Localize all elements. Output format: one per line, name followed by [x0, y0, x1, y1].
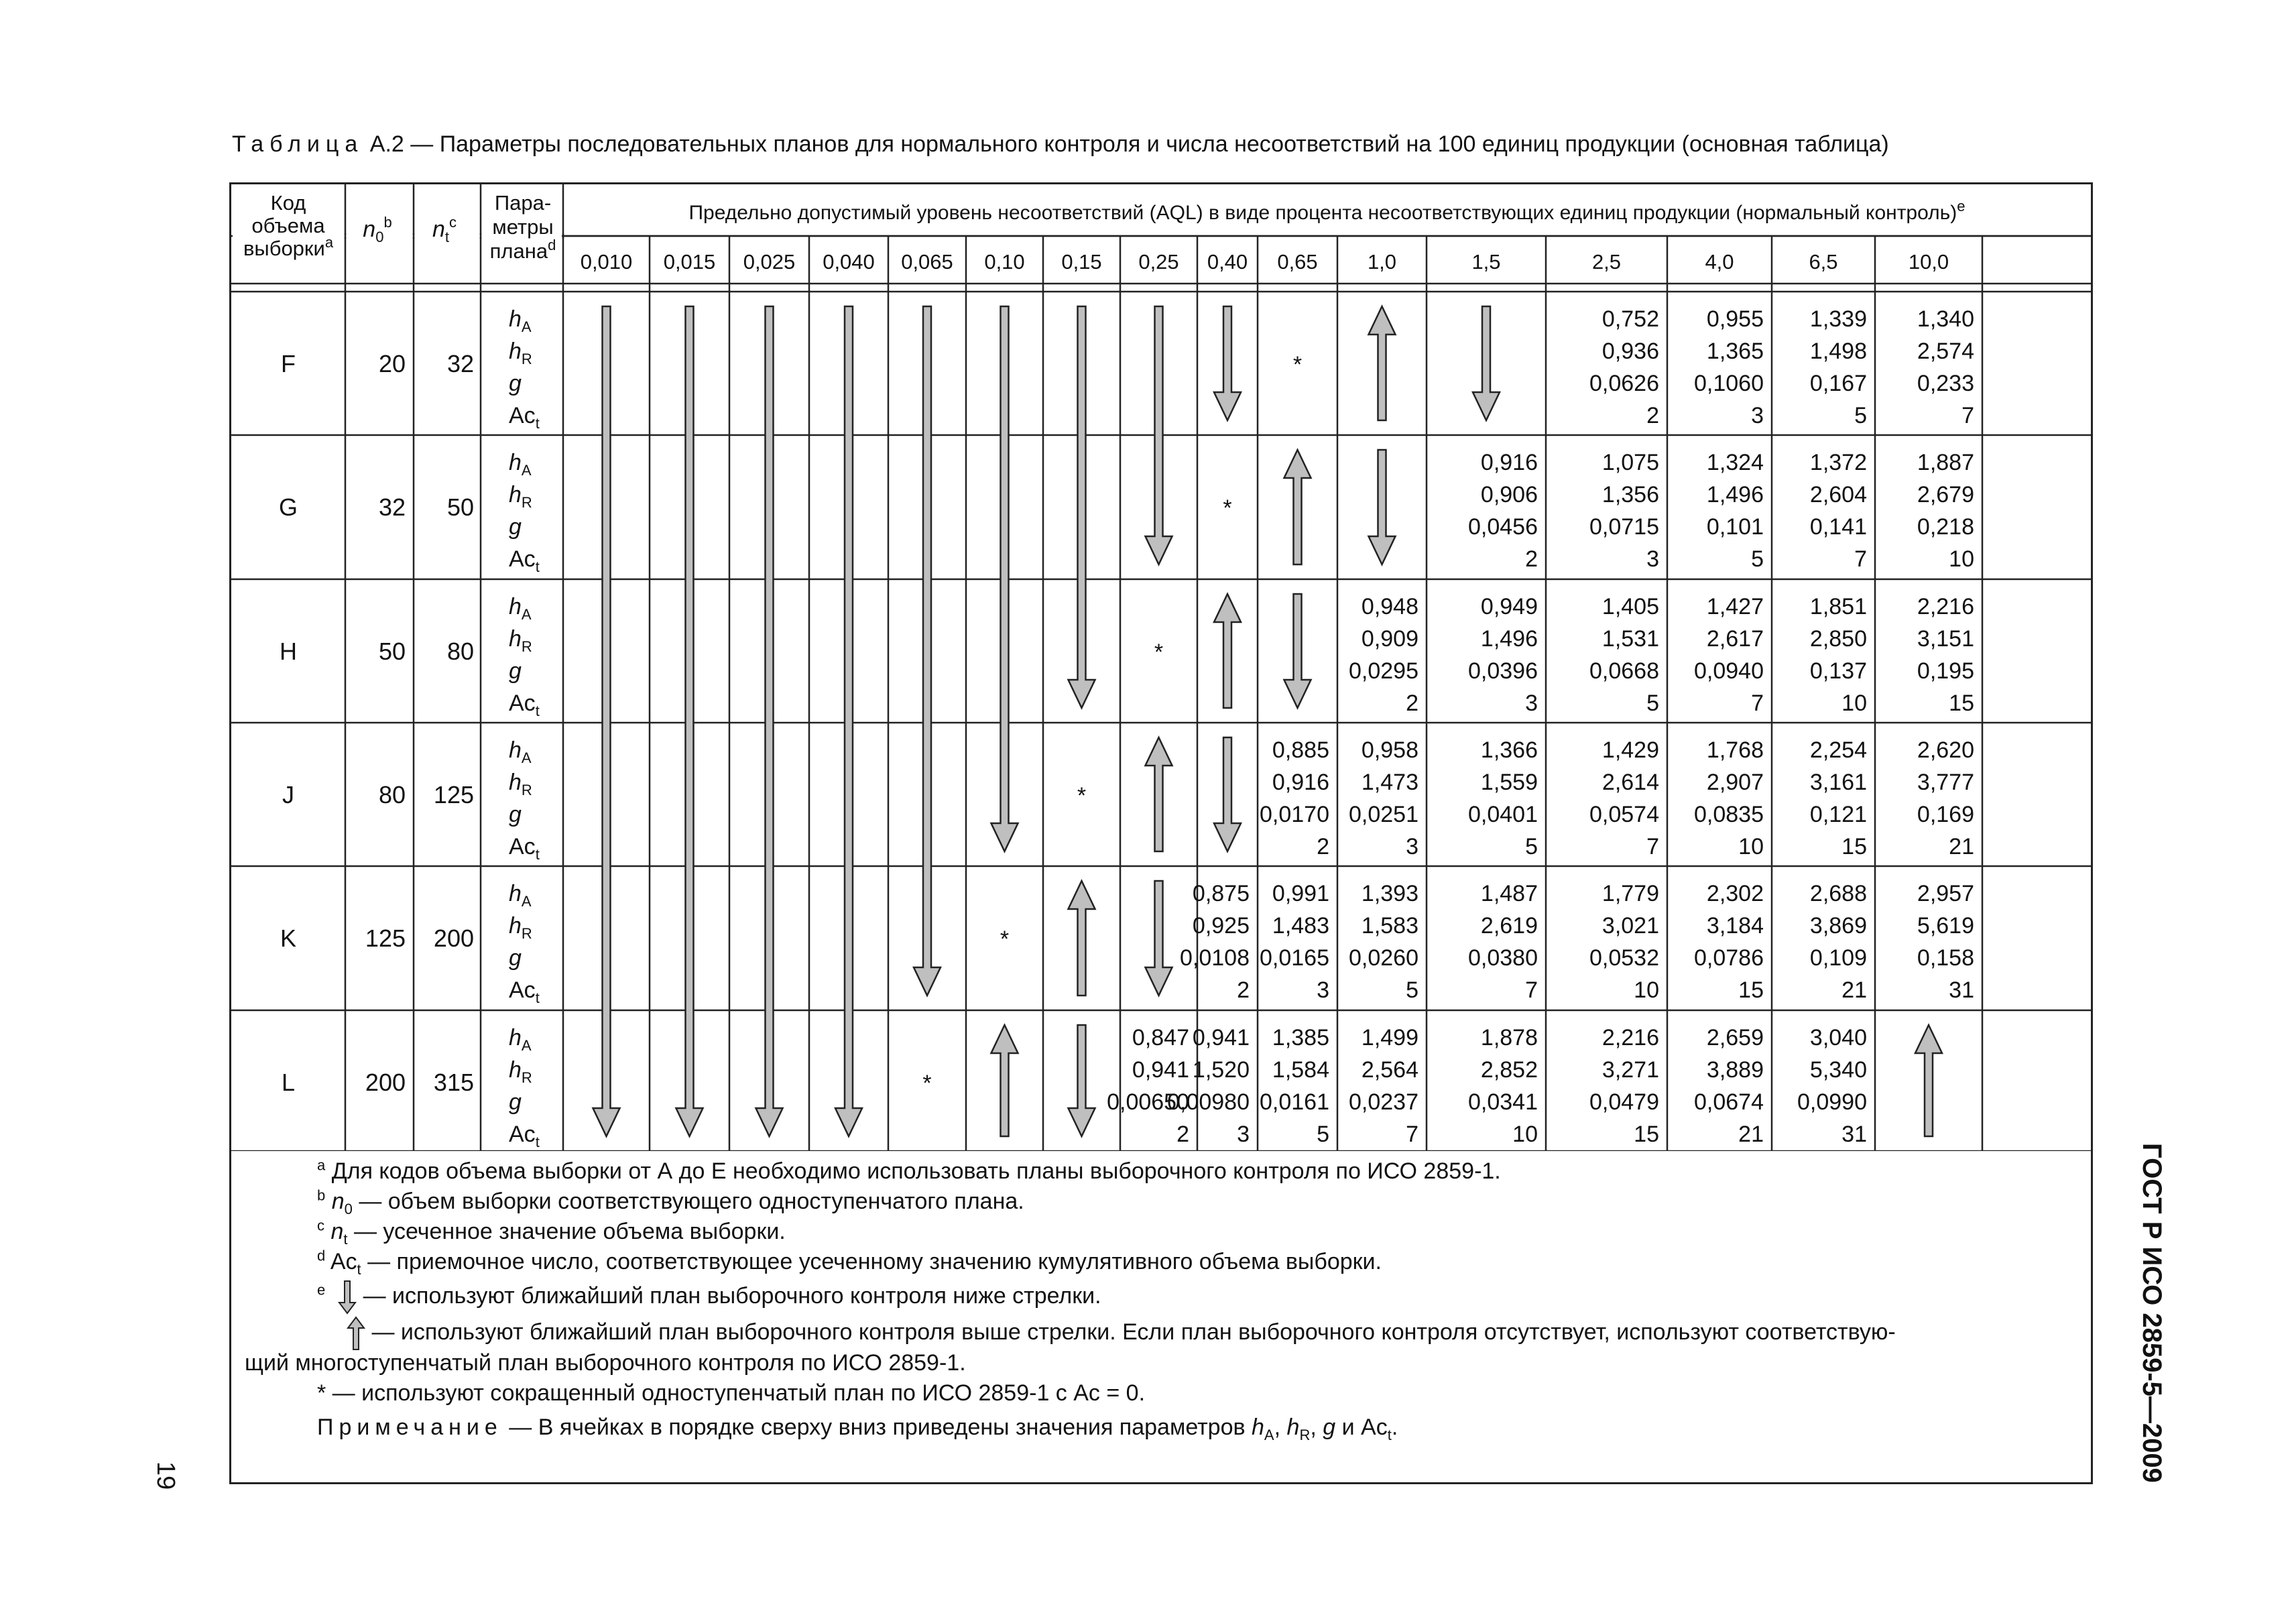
param-value: 0,941 [1132, 1057, 1189, 1083]
param-value: 1,520 [1192, 1057, 1250, 1083]
param-value: 2,907 [1706, 770, 1764, 795]
param-value: 3 [1751, 403, 1764, 428]
param-label: g [509, 802, 522, 827]
param-value: 1,584 [1272, 1057, 1329, 1083]
arrow-shape [1069, 306, 1095, 708]
param-value: 0,0786 [1694, 945, 1764, 971]
param-label: $h_R$ [509, 482, 532, 511]
param-value: 1,878 [1480, 1025, 1538, 1050]
param-value: 0,195 [1917, 658, 1974, 684]
param-value: 2 [1525, 546, 1538, 572]
param-value: 0,0161 [1260, 1089, 1329, 1115]
param-value: 1,075 [1602, 450, 1659, 475]
param-value: 0,0295 [1349, 658, 1418, 684]
param-value: 0,0990 [1797, 1089, 1867, 1115]
param-value: 3,869 [1809, 913, 1867, 939]
footnote-e-down: $^e$ — используют ближайший план выборочного контроля ниже стрелки. [317, 1280, 1101, 1315]
sample-size-code: F [281, 350, 296, 377]
param-value: 10 [1512, 1122, 1538, 1147]
aql-value-header: 0,010 [580, 250, 633, 274]
nt-value: 125 [433, 781, 474, 808]
param-value: 21 [1841, 977, 1867, 1003]
param-value: 1,496 [1480, 626, 1538, 652]
arrow-up-icon [347, 1316, 365, 1351]
param-value: 2,688 [1809, 881, 1867, 906]
param-value: 1,779 [1602, 881, 1659, 906]
param-value: 0,885 [1272, 737, 1329, 763]
param-value: 0,906 [1480, 482, 1538, 507]
arrow-down-icon [1069, 306, 1095, 708]
header-params-line: метры [492, 215, 554, 239]
param-value: 5 [1406, 977, 1418, 1003]
arrow-shape [1369, 306, 1396, 420]
caption-prefix: Таблица [232, 131, 364, 157]
arrow-down-icon [1069, 1025, 1095, 1136]
footnote-b: $^b$ $n_0$ — объем выборки соответствующего одноступенчатого плана. [317, 1187, 1024, 1217]
param-value: 0,0715 [1589, 514, 1659, 540]
arrow-down-icon [1284, 594, 1311, 708]
param-value: 1,487 [1480, 881, 1538, 906]
param-value: 1,887 [1917, 450, 1974, 475]
aql-value-header: 1,0 [1367, 250, 1397, 274]
arrow-shape [1146, 881, 1172, 996]
footnote-c: $^c$ $n_t$ — усеченное значение объема выборки. [317, 1217, 786, 1248]
star-marker: * [1077, 783, 1087, 808]
param-value: 0,00980 [1167, 1089, 1250, 1115]
nt-value: 32 [446, 350, 474, 377]
param-value: 5 [1751, 546, 1764, 572]
sample-size-code: J [282, 781, 294, 808]
param-label: $h_A$ [509, 1025, 532, 1054]
param-value: 1,768 [1706, 737, 1764, 763]
param-value: 2 [1406, 690, 1418, 716]
header-nt: $n_t^c$ [432, 214, 457, 245]
param-value: 15 [1841, 834, 1867, 859]
arrow-shape [991, 1025, 1018, 1136]
param-value: 1,429 [1602, 737, 1659, 763]
arrow-shape [1473, 306, 1500, 420]
arrow-shape [593, 306, 620, 1136]
arrow-down-icon [756, 306, 783, 1136]
parameters-table [229, 182, 2093, 1484]
arrow-down-icon [593, 306, 620, 1136]
arrow-shape [1146, 737, 1172, 851]
param-value: 1,366 [1480, 737, 1538, 763]
arrow-shape [1214, 306, 1241, 420]
arrow-up-icon [1284, 450, 1311, 564]
arrow-down-icon [1369, 450, 1396, 564]
arrow-down-icon [914, 306, 941, 996]
param-value: 7 [1646, 834, 1659, 859]
arrow-down-icon [1214, 306, 1241, 420]
param-value: 0,141 [1809, 514, 1867, 540]
table-caption [232, 131, 1889, 158]
header-code-line: объема [251, 214, 325, 237]
param-value: 0,0456 [1468, 514, 1538, 540]
param-value: 3,271 [1602, 1057, 1659, 1083]
footnote-d: $^d$ $Ac_t$ — приемочное число, соответствующее усеченному значению кумулятивного объема выборки. [317, 1247, 1382, 1278]
aql-value-header: 4,0 [1705, 250, 1734, 274]
param-value: 2,302 [1706, 881, 1764, 906]
param-label: $h_A$ [509, 881, 532, 910]
param-value: 0,0260 [1349, 945, 1418, 971]
param-value: 2 [1646, 403, 1659, 428]
param-value: 5 [1854, 403, 1867, 428]
param-label: $h_R$ [509, 770, 532, 798]
param-value: 0,121 [1809, 802, 1867, 827]
arrow-up-icon [991, 1025, 1018, 1136]
arrow-shape [1069, 881, 1095, 996]
table-grid [231, 184, 2091, 1151]
arrow-shape [1284, 450, 1311, 564]
param-value: 0,875 [1192, 881, 1250, 906]
param-value: 0,00650 [1107, 1089, 1189, 1115]
param-label: g [509, 514, 522, 540]
footnote-e-up: — используют ближайший план выборочного контроля выше стрелки. Если план выборочного контроля отсутствует, используют соответствую- [347, 1316, 1896, 1351]
arrow-down-icon [1473, 306, 1500, 420]
param-value: 0,847 [1132, 1025, 1189, 1050]
param-value: 2,614 [1602, 770, 1659, 795]
param-value: 3 [1525, 690, 1538, 716]
arrow-shape [914, 306, 941, 996]
param-value: 10 [1634, 977, 1659, 1003]
param-value: 2,216 [1917, 594, 1974, 619]
param-value: 1,405 [1602, 594, 1659, 619]
sample-size-code: G [278, 493, 298, 521]
param-value: 1,340 [1917, 306, 1974, 332]
page-number: 19 [152, 1461, 180, 1490]
param-value: 0,949 [1480, 594, 1538, 619]
param-value: 0,0674 [1694, 1089, 1764, 1115]
param-value: 0,916 [1272, 770, 1329, 795]
arrow-up-icon [1369, 306, 1396, 420]
param-value: 1,393 [1361, 881, 1418, 906]
param-label: $h_A$ [509, 306, 532, 335]
param-value: 0,948 [1361, 594, 1418, 619]
param-value: 3,184 [1706, 913, 1764, 939]
param-label: $h_R$ [509, 1057, 532, 1086]
param-value: 0,916 [1480, 450, 1538, 475]
param-value: 10 [1738, 834, 1764, 859]
param-value: 2,604 [1809, 482, 1867, 507]
param-value: 0,0835 [1694, 802, 1764, 827]
sample-size-code: K [280, 924, 297, 952]
param-label: $Ac_t$ [509, 403, 540, 432]
param-label: g [509, 371, 522, 396]
param-value: 3,021 [1602, 913, 1659, 939]
arrow-up-icon [1214, 594, 1241, 708]
param-label: g [509, 658, 522, 684]
sample-size-code: L [281, 1069, 296, 1096]
param-value: 1,559 [1480, 770, 1538, 795]
nt-value: 200 [433, 924, 474, 952]
arrow-shape [1069, 1025, 1095, 1136]
aql-value-header: 0,10 [984, 250, 1025, 274]
param-value: 1,372 [1809, 450, 1867, 475]
param-value: 0,158 [1917, 945, 1974, 971]
param-value: 0,0380 [1468, 945, 1538, 971]
param-value: 15 [1634, 1122, 1659, 1147]
param-value: 0,955 [1706, 306, 1764, 332]
param-value: 2,254 [1809, 737, 1867, 763]
param-value: 2 [1237, 977, 1250, 1003]
param-value: 2 [1317, 834, 1329, 859]
param-value: 1,483 [1272, 913, 1329, 939]
standard-designation: ГОСТ Р ИСО 2859-5—2009 [2137, 1143, 2167, 1483]
param-value: 2,216 [1602, 1025, 1659, 1050]
param-value: 1,473 [1361, 770, 1418, 795]
n0-value: 80 [378, 781, 406, 808]
param-value: 21 [1738, 1122, 1764, 1147]
param-value: 0,0626 [1589, 371, 1659, 396]
param-value: 7 [1525, 977, 1538, 1003]
param-value: 5,619 [1917, 913, 1974, 939]
nt-value: 80 [446, 638, 474, 665]
arrow-shape [1369, 450, 1396, 564]
param-value: 1,498 [1809, 339, 1867, 364]
param-value: 0,0170 [1260, 802, 1329, 827]
arrow-shape [1284, 594, 1311, 708]
param-value: 5,340 [1809, 1057, 1867, 1083]
aql-value-header: 0,25 [1138, 250, 1179, 274]
star-marker: * [1292, 352, 1303, 377]
param-value: 10 [1949, 546, 1974, 572]
aql-value-header: 6,5 [1809, 250, 1838, 274]
param-value: 7 [1961, 403, 1974, 428]
aql-value-header: 0,065 [901, 250, 953, 274]
nt-value: 50 [446, 493, 474, 521]
header-params-line: плана$^d$ [489, 237, 556, 263]
param-value: 2,617 [1706, 626, 1764, 652]
n0-value: 32 [378, 493, 406, 521]
param-label: g [509, 945, 522, 971]
nt-value: 315 [433, 1069, 474, 1096]
param-value: 15 [1949, 690, 1974, 716]
param-label: g [509, 1089, 522, 1115]
arrow-down-icon [338, 1280, 357, 1315]
arrow-down-icon [676, 306, 703, 1136]
param-label: $Ac_t$ [509, 1122, 540, 1150]
param-value: 0,752 [1602, 306, 1659, 332]
star-marker: * [922, 1071, 932, 1096]
param-value: 7 [1406, 1122, 1418, 1147]
footnote-a: $^a$ Для кодов объема выборки от А до E необходимо использовать планы выборочного контроля по ИСО 2859-1. [317, 1156, 1501, 1184]
param-value: 0,0165 [1260, 945, 1329, 971]
param-value: 0,0251 [1349, 802, 1418, 827]
param-value: 5 [1317, 1122, 1329, 1147]
header-params-line: Пара- [494, 191, 552, 215]
n0-value: 125 [365, 924, 406, 952]
star-marker: * [1000, 926, 1010, 952]
param-value: 0,218 [1917, 514, 1974, 540]
arrow-shape [835, 306, 862, 1136]
footnote-e-continued: щий многоступенчатый план выборочного контроля по ИСО 2859-1. [245, 1350, 966, 1376]
param-value: 1,339 [1809, 306, 1867, 332]
param-value: 0,0479 [1589, 1089, 1659, 1115]
arrow-down-icon [835, 306, 862, 1136]
aql-value-header: 10,0 [1908, 250, 1949, 274]
param-value: 0,909 [1361, 626, 1418, 652]
param-value: 0,0108 [1180, 945, 1250, 971]
param-label: $h_R$ [509, 626, 532, 655]
param-label: $Ac_t$ [509, 834, 540, 863]
param-value: 0,169 [1917, 802, 1974, 827]
table-note: Примечание — В ячейках в порядке сверху вниз приведены значения параметров $h_A$, $h_R$, g и $Ac_t$. [317, 1415, 1398, 1443]
arrow-up-icon [1069, 881, 1095, 996]
param-value: 0,941 [1192, 1025, 1250, 1050]
n0-value: 50 [378, 638, 406, 665]
param-value: 31 [1841, 1122, 1867, 1147]
param-label: $h_R$ [509, 913, 532, 942]
param-label: $h_A$ [509, 594, 532, 623]
header-code-line: Код [270, 191, 306, 215]
arrow-shape [756, 306, 783, 1136]
param-value: 1,499 [1361, 1025, 1418, 1050]
param-value: 3 [1237, 1122, 1250, 1147]
param-value: 3 [1406, 834, 1418, 859]
n0-value: 200 [365, 1069, 406, 1096]
param-label: $h_A$ [509, 450, 532, 479]
param-value: 0,0341 [1468, 1089, 1538, 1115]
param-value: 0,167 [1809, 371, 1867, 396]
arrow-down-icon [1214, 737, 1241, 851]
param-value: 0,109 [1809, 945, 1867, 971]
param-value: 1,851 [1809, 594, 1867, 619]
aql-value-header: 0,65 [1277, 250, 1318, 274]
param-value: 21 [1949, 834, 1974, 859]
param-label: $Ac_t$ [509, 977, 540, 1006]
param-value: 0,1060 [1694, 371, 1764, 396]
param-value: 2,850 [1809, 626, 1867, 652]
footnote-star: * — используют сокращенный одноступенчатый план по ИСО 2859-1 с Ac = 0. [317, 1380, 1146, 1406]
param-value: 3,889 [1706, 1057, 1764, 1083]
param-value: 10 [1841, 690, 1867, 716]
param-value: 1,324 [1706, 450, 1764, 475]
param-value: 1,427 [1706, 594, 1764, 619]
param-value: 1,583 [1361, 913, 1418, 939]
param-value: 7 [1751, 690, 1764, 716]
param-value: 0,0532 [1589, 945, 1659, 971]
arrow-up-icon [1915, 1025, 1942, 1136]
param-value: 2,659 [1706, 1025, 1764, 1050]
param-value: 3,151 [1917, 626, 1974, 652]
param-value: 0,958 [1361, 737, 1418, 763]
param-value: 7 [1854, 546, 1867, 572]
param-value: 1,385 [1272, 1025, 1329, 1050]
arrow-up-icon [1146, 737, 1172, 851]
param-value: 0,0940 [1694, 658, 1764, 684]
param-value: 3,040 [1809, 1025, 1867, 1050]
param-value: 0,925 [1192, 913, 1250, 939]
star-marker: * [1223, 495, 1232, 521]
param-label: $h_R$ [509, 339, 532, 367]
header-aql-title: Предельно допустимый уровень несоответствий (AQL) в виде процента несоответствующих единиц продукции (нормальный контроль)$^e$ [688, 198, 1966, 224]
param-value: 5 [1646, 690, 1659, 716]
param-value: 3,161 [1809, 770, 1867, 795]
param-value: 1,531 [1602, 626, 1659, 652]
param-value: 0,991 [1272, 881, 1329, 906]
param-value: 0,936 [1602, 339, 1659, 364]
param-value: 2,619 [1480, 913, 1538, 939]
param-value: 2,564 [1361, 1057, 1418, 1083]
sample-size-code: H [280, 638, 297, 665]
param-value: 0,0237 [1349, 1089, 1418, 1115]
arrow-down-icon [1146, 881, 1172, 996]
aql-value-header: 0,40 [1207, 250, 1248, 274]
param-value: 0,0574 [1589, 802, 1659, 827]
arrow-shape [1214, 594, 1241, 708]
aql-value-header: 0,025 [743, 250, 796, 274]
aql-value-header: 2,5 [1591, 250, 1622, 274]
param-value: 0,233 [1917, 371, 1974, 396]
param-value: 2,679 [1917, 482, 1974, 507]
arrow-shape [1214, 737, 1241, 851]
param-value: 31 [1949, 977, 1974, 1003]
aql-value-header: 0,040 [823, 250, 875, 274]
param-value: 3,777 [1917, 770, 1974, 795]
param-value: 5 [1525, 834, 1538, 859]
param-value: 2,574 [1917, 339, 1974, 364]
param-value: 1,496 [1706, 482, 1764, 507]
n0-value: 20 [378, 350, 406, 377]
param-value: 2 [1176, 1122, 1189, 1147]
param-value: 2,957 [1917, 881, 1974, 906]
header-n0: $n_0^b$ [363, 214, 392, 245]
param-value: 1,356 [1602, 482, 1659, 507]
arrow-shape [676, 306, 703, 1136]
caption-title: А.2 — Параметры последовательных планов для нормального контроля и числа несоответствий на 100 единиц продукции (основная таблица) [369, 131, 1889, 157]
param-value: 0,0396 [1468, 658, 1538, 684]
aql-value-header: 0,015 [663, 250, 716, 274]
param-value: 1,365 [1706, 339, 1764, 364]
param-value: 0,137 [1809, 658, 1867, 684]
param-value: 2,852 [1480, 1057, 1538, 1083]
aql-value-header: 1,5 [1471, 250, 1501, 274]
aql-value-header: 0,15 [1061, 250, 1102, 274]
param-value: 0,0401 [1468, 802, 1538, 827]
param-label: $Ac_t$ [509, 546, 540, 575]
param-value: 3 [1317, 977, 1329, 1003]
star-marker: * [1154, 640, 1164, 665]
arrow-shape [1915, 1025, 1942, 1136]
param-label: $h_A$ [509, 737, 532, 766]
header-code-line: выборки$^a$ [243, 234, 334, 260]
param-value: 15 [1738, 977, 1764, 1003]
param-value: 2,620 [1917, 737, 1974, 763]
param-value: 0,101 [1706, 514, 1764, 540]
param-value: 3 [1646, 546, 1659, 572]
param-value: 0,0668 [1589, 658, 1659, 684]
param-label: $Ac_t$ [509, 690, 540, 719]
